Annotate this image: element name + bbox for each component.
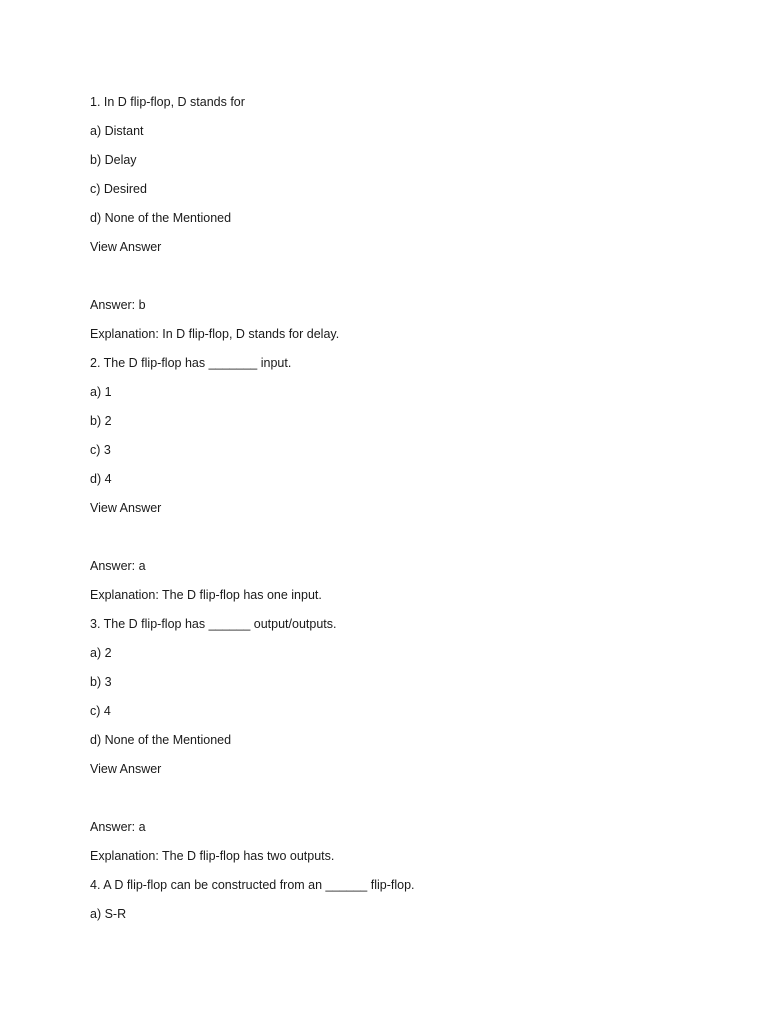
view-answer-link-q3[interactable]: View Answer	[90, 762, 162, 776]
option-q1: b) Delay	[90, 153, 137, 167]
answer-q3: Answer: a	[90, 820, 146, 834]
option-q2: a) 1	[90, 385, 112, 399]
option-q1: c) Desired	[90, 182, 147, 196]
option-q3: a) 2	[90, 646, 112, 660]
question-2: 2. The D flip-flop has _______ input.	[90, 356, 292, 370]
spacer	[90, 528, 690, 557]
option-q2: b) 2	[90, 414, 112, 428]
option-q1: a) Distant	[90, 124, 144, 138]
option-q1: d) None of the Mentioned	[90, 211, 232, 225]
explanation-q2: Explanation: The D flip-flop has one input.	[90, 588, 322, 602]
question-1: 1. In D flip-flop, D stands for	[90, 95, 245, 109]
option-q2: c) 3	[90, 443, 111, 457]
option-q4: a) S-R	[90, 907, 127, 921]
question-3: 3. The D flip-flop has ______ output/outputs.	[90, 617, 337, 631]
view-answer-link-q2[interactable]: View Answer	[90, 501, 162, 515]
quiz-content	[90, 93, 690, 934]
answer-q2: Answer: a	[90, 559, 146, 573]
explanation-q1: Explanation: In D flip-flop, D stands for delay.	[90, 327, 340, 341]
option-q3: d) None of the Mentioned	[90, 733, 232, 747]
option-q3: b) 3	[90, 675, 112, 689]
spacer	[90, 267, 690, 296]
view-answer-link-q1[interactable]: View Answer	[90, 240, 162, 254]
explanation-q3: Explanation: The D flip-flop has two outputs.	[90, 849, 335, 863]
option-q3: c) 4	[90, 704, 111, 718]
question-4: 4. A D flip-flop can be constructed from an ______ flip-flop.	[90, 878, 415, 892]
answer-q1: Answer: b	[90, 298, 146, 312]
spacer	[90, 789, 690, 818]
option-q2: d) 4	[90, 472, 112, 486]
